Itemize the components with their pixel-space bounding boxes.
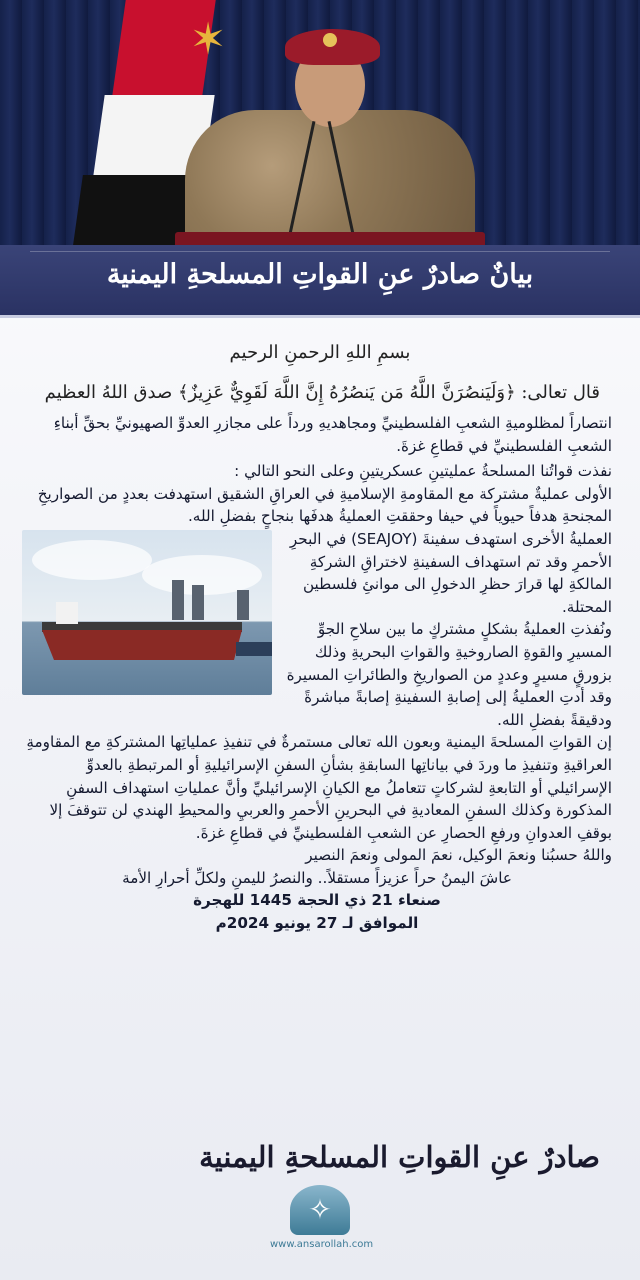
- basmala: بسمِ اللهِ الرحمنِ الرحيم: [229, 342, 411, 363]
- eagle-emblem-icon: ✶: [189, 14, 227, 65]
- ansarollah-logo: [270, 1185, 374, 1265]
- date-hijri: صنعاء 21 ذي الحجة 1445 للهجرة: [193, 891, 441, 910]
- logo-url: www.ansarollah.com: [270, 1239, 374, 1250]
- paragraph-continuation: إن القواتِ المسلحةَ اليمنية وبعون الله تعالى مستمرةٌ في تنفيذِ عملياتِها المشتركةِ مع المقاومةِ العراقيةِ وتنفيذِ ما وردَ في بياناتِها السابقةِ بشأنِ السفنِ الإسرائيليةِ أو المرتبطةِ بالعدوِّ الإسرائيلي أو التابعةِ لشركاتٍ تتعاملُ مع الكيانِ الإسرائيليِّ وأنَّ عملياتِ استهداف السفنِ المذكورة وكذلك السفنِ المعاديةِ في البحرينِ الأحمرِ والعربيِ والمحيطِ الهندي لن تتوقفَ إلا بوقفِ العدوانِ ورفعِ الحصارِ عن الشعبِ الفلسطينيِّ في قطاعِ غزةَ.: [26, 733, 612, 842]
- paragraph-operations-heading: نفذت قواتُنا المسلحةُ عمليتينِ عسكريتينِ وعلى النحو التالي :: [234, 462, 612, 481]
- paragraph-operation-two: العمليةُ الأخرى استهدف سفينةَ (SEAJOY) في البحرِ الأحمرِ وقد تم استهداف السفينةِ لاختراقِ الشركةِ المالكةِ لها قرارَ حظرِ الدخولِ الى موانئِ فلسطين المحتلة.: [289, 529, 612, 616]
- paragraph-slogan: عاشَ اليمنُ حراً عزيزاً مستقلاً.. والنصرُ لليمنِ ولكلِّ أحرارِ الأمة: [122, 868, 512, 887]
- ship-photo: [22, 530, 272, 695]
- paragraph-operation-details: ونُفذتِ العمليةُ بشكلٍ مشتركٍ ما بين سلاحِ الجوِّ المسيرِ والقوةِ الصاروخيةِ والقواتِ البحريةِ وذلك بزورقٍ مسيرٍ وعددٍ من الصواريخِ والطائراتِ المسيرة وقد أدتِ العمليةُ إلى إصابةِ السفينةِ إصابةً مباشرةً ودقيقةً بفضلِ الله.: [286, 620, 612, 729]
- quran-verse: قال تعالى: ﴿وَلَيَنصُرَنَّ اللَّهُ مَن يَنصُرُهُ إِنَّ اللَّهَ لَقَوِيٌّ عَزِيزٌ﴾ صدق اللهُ العظيم: [44, 382, 600, 403]
- speaker-photo: [0, 0, 640, 245]
- page-title: بيانٌ صادرٌ عنِ القواتِ المسلحةِ اليمنية: [106, 259, 534, 290]
- signature: صادرٌ عنِ القواتِ المسلحةِ اليمنية: [199, 1140, 600, 1174]
- yemen-flag: [58, 0, 227, 245]
- paragraph-intro: انتصاراً لمظلوميةِ الشعبِ الفلسطينيِّ ومجاهديهِ ورداً على مجازرِ العدوِّ الصهيونيِّ بحقِّ أبناءِ الشعبِ الفلسطينيِّ في قطاعِ غزةَ.: [53, 414, 612, 455]
- date-gregorian: الموافق لـ 27 يونيو 2024م: [215, 914, 419, 933]
- tanker-hull: [42, 630, 242, 660]
- statement-body: [22, 412, 612, 935]
- title-bar: [0, 245, 640, 318]
- ansarollah-logo-icon: ✧: [290, 1185, 350, 1235]
- podium: [175, 232, 485, 245]
- paragraph-closing: واللهُ حسبُنا ونعمَ الوكيل، نعمَ المولى ونعمَ النصير: [305, 846, 612, 865]
- paragraph-operation-one: الأولى عمليةٌ مشتركة مع المقاومةِ الإسلاميةِ في العراقِ الشقيق استهدفت بعددٍ من الصواريخِ المجنحةِ هدفاً حيوياً في حيفا وحققتِ العمليةُ هدفَها بنجاحٍ بفضلِ الله.: [37, 484, 612, 526]
